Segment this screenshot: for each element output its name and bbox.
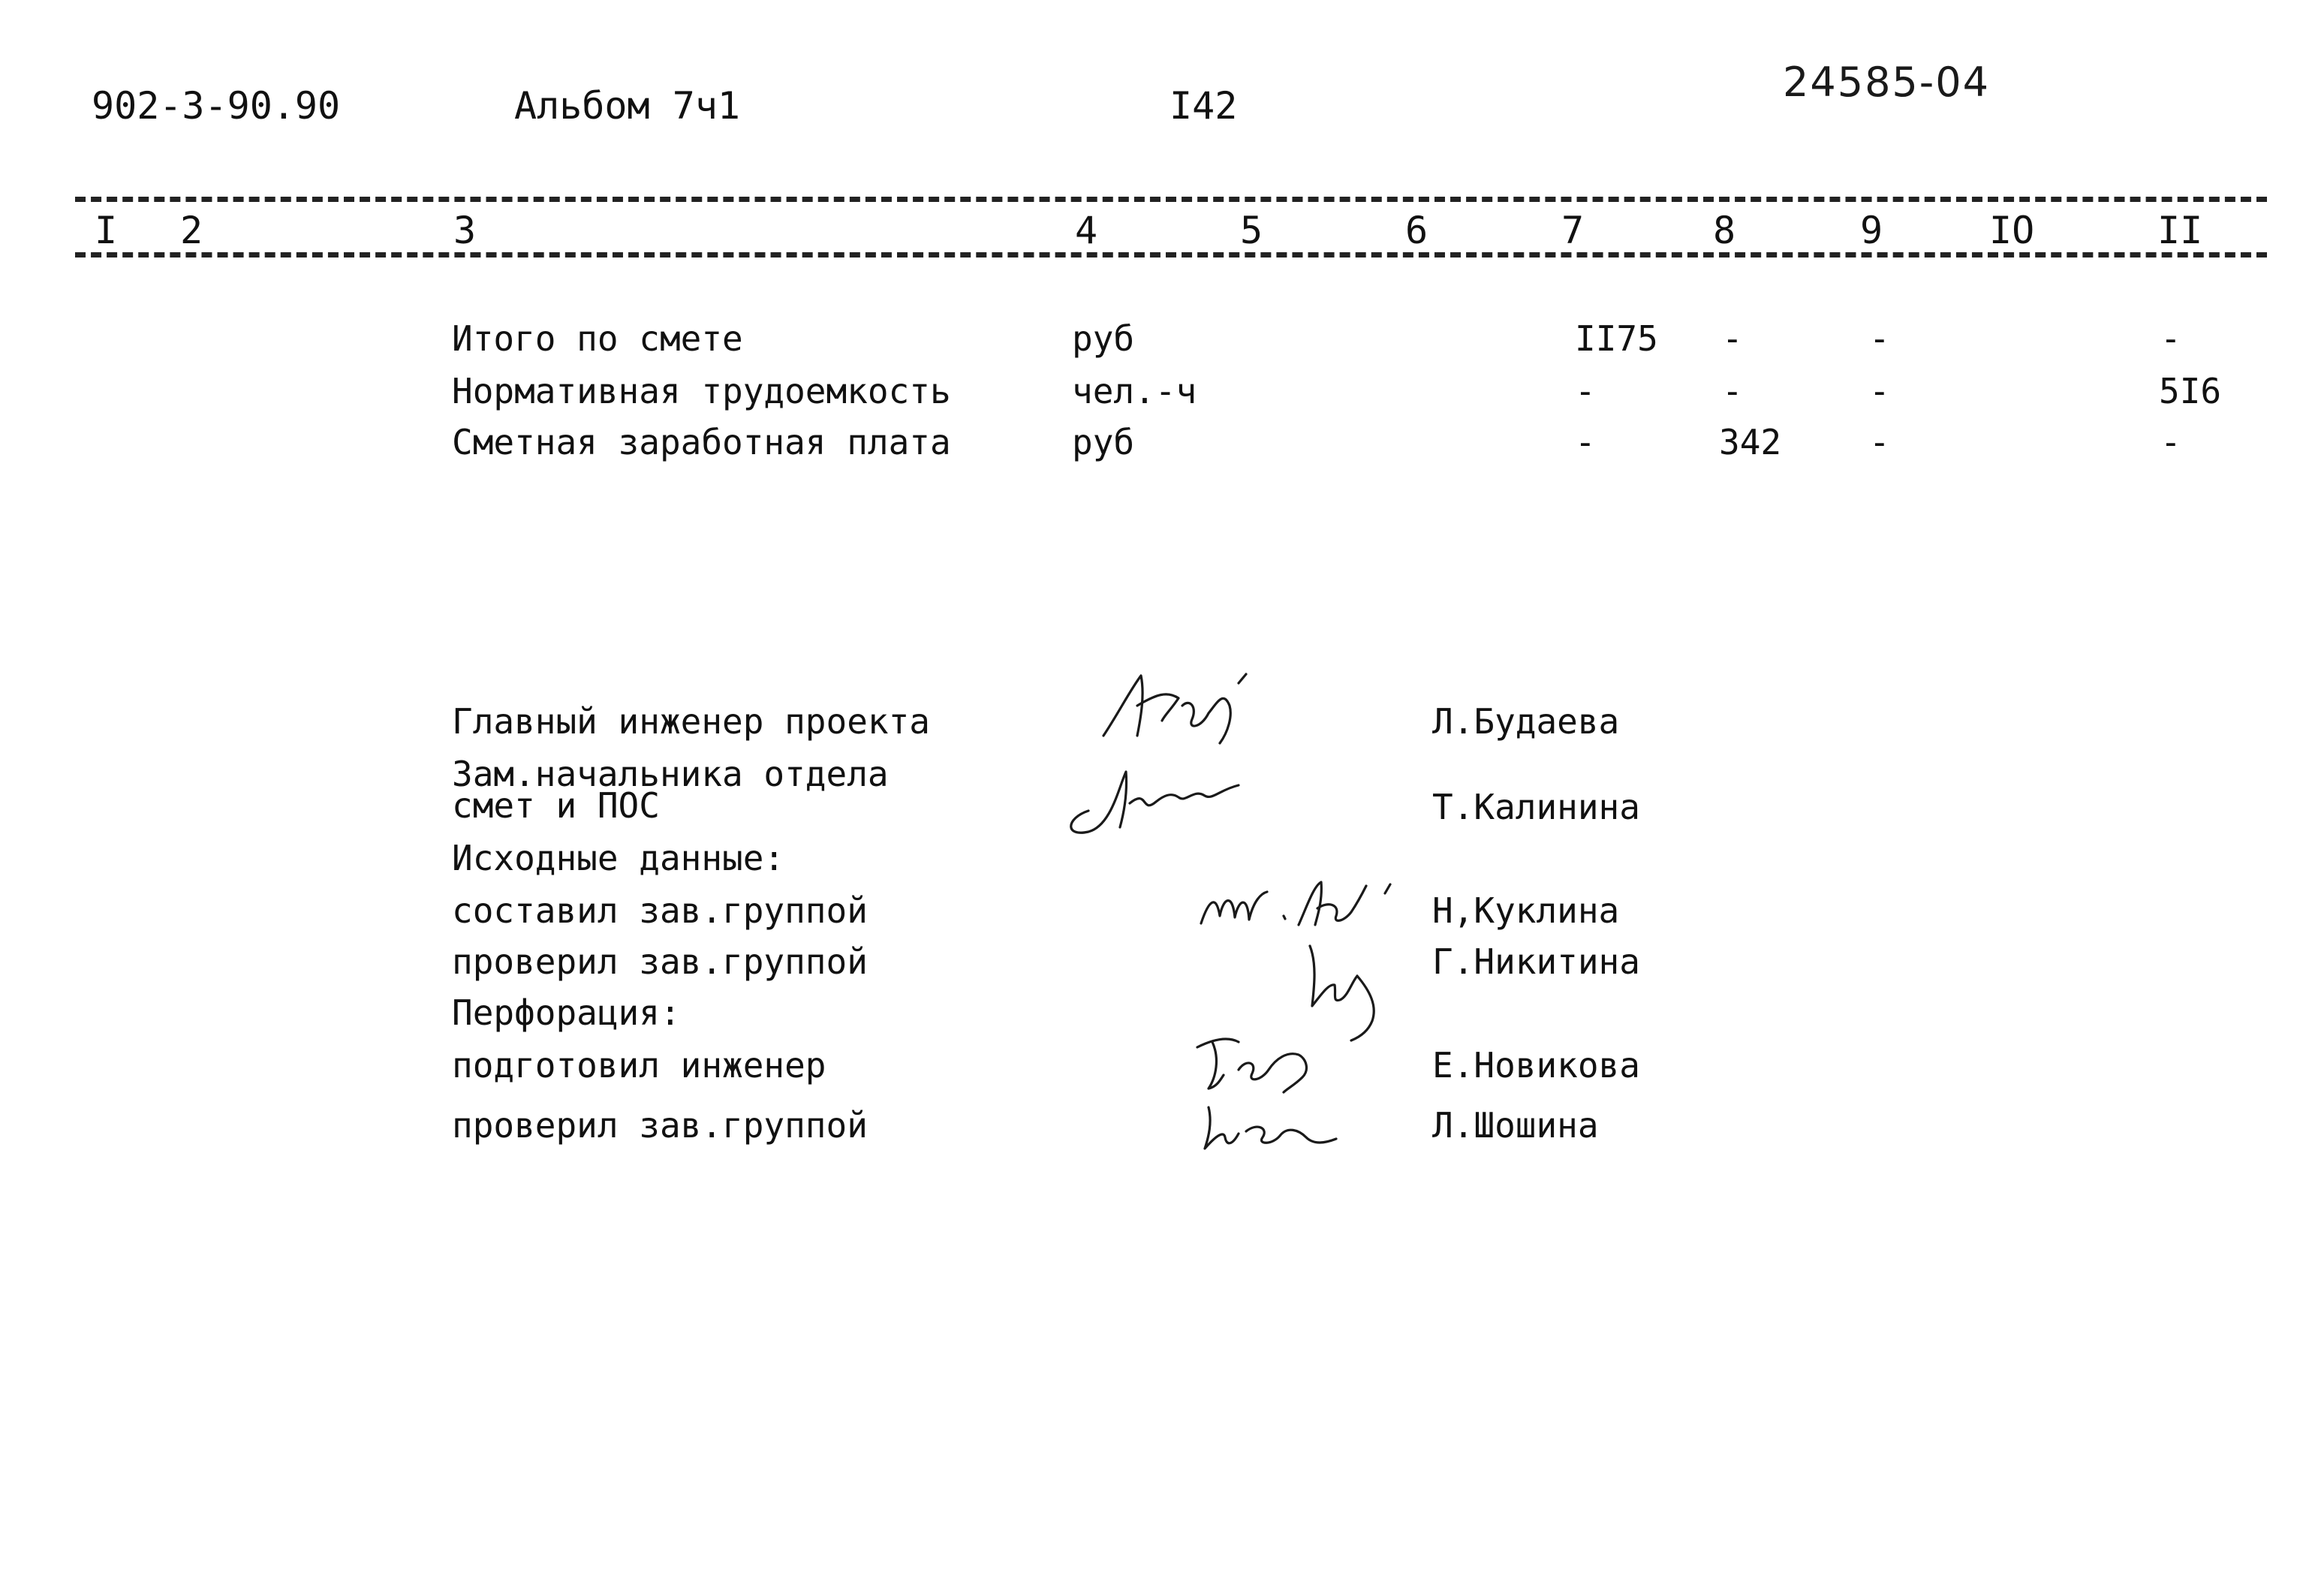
cell-col7: - bbox=[1575, 371, 1596, 411]
signer-role: Зам.начальника отдела bbox=[452, 754, 889, 794]
handwritten-signature bbox=[1299, 931, 1404, 1043]
cell-col8: 342 bbox=[1719, 422, 1782, 462]
signer-name: Л.Шошина bbox=[1432, 1105, 1599, 1146]
section-heading: Исходные данные: bbox=[452, 838, 785, 878]
cell-col7: - bbox=[1575, 422, 1596, 462]
bottom-dashed-rule bbox=[75, 252, 2267, 257]
cell-col7: II75 bbox=[1575, 318, 1658, 359]
signer-role: проверил зав.группой bbox=[452, 1105, 868, 1146]
column-number: 6 bbox=[1405, 209, 1428, 252]
column-number: 8 bbox=[1713, 209, 1736, 252]
project-code: 902-3-90.90 bbox=[92, 84, 341, 128]
signer-name: Н,Куклина bbox=[1432, 890, 1620, 931]
row-unit: чел.-ч bbox=[1072, 371, 1197, 411]
top-dashed-rule bbox=[75, 197, 2267, 202]
row-label: Сметная заработная плата bbox=[452, 422, 951, 462]
cell-col11: - bbox=[2160, 422, 2181, 462]
cell-col8: - bbox=[1722, 318, 1743, 359]
column-number: 5 bbox=[1240, 209, 1263, 252]
page-number: I42 bbox=[1170, 84, 1238, 128]
column-number: 3 bbox=[453, 209, 477, 252]
column-number: 9 bbox=[1860, 209, 1883, 252]
handwritten-document-number: 24585-04 bbox=[1783, 59, 1990, 106]
signer-name: Г.Никитина bbox=[1432, 941, 1640, 982]
column-number: II bbox=[2157, 209, 2203, 252]
cell-col9: - bbox=[1869, 422, 1890, 462]
section-heading: Перфорация: bbox=[452, 992, 681, 1033]
column-number: 2 bbox=[180, 209, 203, 252]
album-label: Альбом 7ч1 bbox=[514, 84, 741, 128]
cell-col11: - bbox=[2160, 318, 2181, 359]
signer-name: Е.Новикова bbox=[1432, 1045, 1640, 1086]
handwritten-signature bbox=[1194, 1092, 1344, 1160]
cell-col9: - bbox=[1869, 371, 1890, 411]
handwritten-signature bbox=[1186, 1028, 1336, 1096]
signer-name: Л.Будаева bbox=[1432, 701, 1620, 742]
row-label: Итого по смете bbox=[452, 318, 743, 359]
row-unit: руб bbox=[1072, 318, 1135, 359]
signer-role: Главный инженер проекта bbox=[452, 701, 930, 742]
signer-role: смет и ПОС bbox=[452, 785, 660, 826]
handwritten-signature bbox=[1096, 661, 1276, 751]
signer-role: составил зав.группой bbox=[452, 890, 868, 931]
signer-name: Т.Калинина bbox=[1432, 787, 1640, 827]
row-unit: руб bbox=[1072, 422, 1135, 462]
cell-col11: 5I6 bbox=[2159, 371, 2222, 411]
signer-role: проверил зав.группой bbox=[452, 941, 868, 982]
column-number: 7 bbox=[1561, 209, 1585, 252]
column-number: IO bbox=[1989, 209, 2035, 252]
row-label: Нормативная трудоемкость bbox=[452, 371, 951, 411]
handwritten-signature bbox=[1058, 758, 1261, 841]
column-number: 4 bbox=[1075, 209, 1098, 252]
signer-role: подготовил инженер bbox=[452, 1045, 826, 1086]
cell-col9: - bbox=[1869, 318, 1890, 359]
cell-col8: - bbox=[1722, 371, 1743, 411]
column-number: I bbox=[95, 209, 118, 252]
